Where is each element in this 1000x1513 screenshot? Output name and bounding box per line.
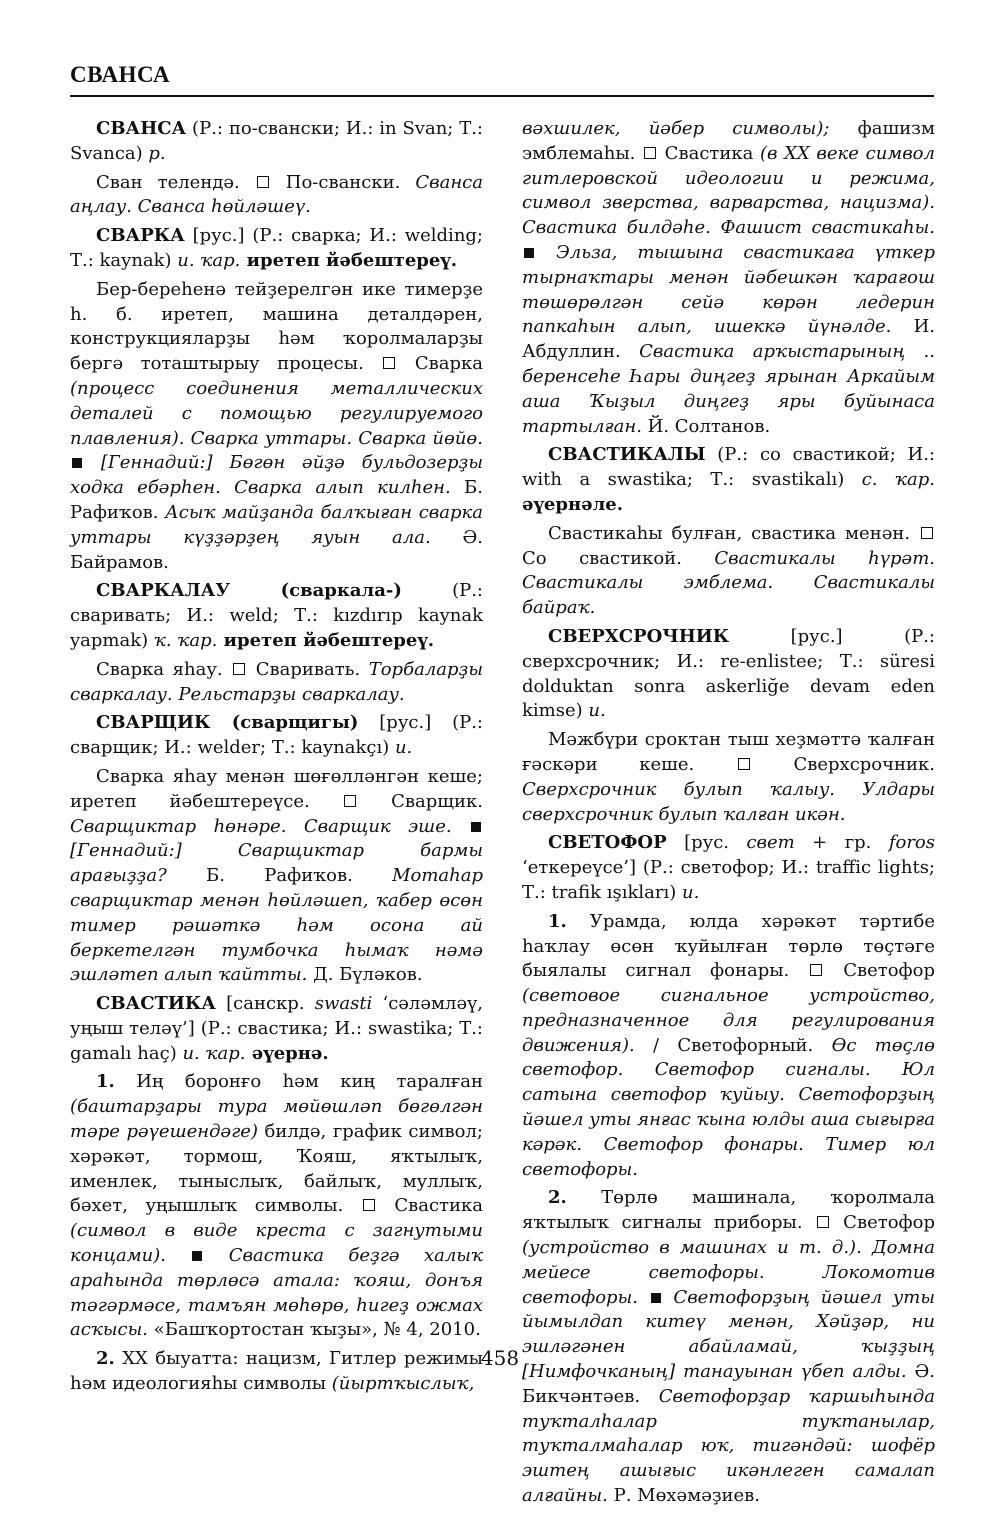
entry-paragraph [522,625,935,724]
example-text: Асыҡ майҙанда балҡыған сварка уттары күҙҙәрҙең яуын ала. [70,501,483,548]
definition-text: Төрлө машинала, ҡоролмала яҡтылыҡ сигналы приборы. [522,1187,935,1234]
example-text: [Геннадий:] Бөгөн әйҙә бульдозерҙы ходка ебәрһен. Сварка алып килһен. [70,452,483,499]
example-text: Светофорҙың йәшел уты йымылдап китеү менән, Хәйҙәр, ни эшләгәнен абайламай, ҡыҙҙың [Нимфочканың] танауынан үбеп алды. [522,1286,935,1383]
headword-text: 1. [96,1071,115,1093]
entry-paragraph [70,992,483,1066]
definition-text [204,1245,228,1266]
russian-equivalent-marker-icon [257,176,269,188]
definition-text: Урамда, юлда хәрәкәт тәртибе һаҡлау өсөн ҡуйылған төрлө төҫтәге быялалы сигнал фонары. [522,910,935,982]
definition-text [166,1245,190,1266]
example-text: Свастикалы һүрәт. Свастикалы эмблема. Свастикалы байраҡ. [522,547,935,619]
headword-text: 2. [96,1348,115,1370]
entry-paragraph [70,765,483,988]
example-text: Өс төҫлө светофор. Светофор сигналы. Юл сатына светофор ҡуйыу. Светофорҙың йәшел уты янғас ҡына юлды аша сығырға кәрәк. Светофор фонары. Тимер юл светофоры. [522,1034,935,1180]
entry-paragraph [522,910,935,1183]
example-text: (в XX веке символ гитлеровской идеологии и режима, символ зверства, варварства, нацизма). Свастика билдәһе. Фашист свастикаһы. [522,142,935,239]
definition-text: [рус.] (Р.: сварщик; И.: welder; Т.: kaynakçı) [70,712,484,759]
example-text: Мотаһар сварщиктар менән һөйләшеп, ҡабер өсөн тимер рәшәткә һәм осона ай беркетелгән тумбочка һымаҡ нәмә эшләтеп алып ҡайтты. [70,865,483,986]
headword-text: СВАРКАЛАУ (сваркала-) [96,580,402,602]
example-text: Свастика арҡыстарының .. беренсеһе Һары диңгеҙ ярынан Аркайым аша Ҡыҙыл диңгеҙ яры буйынаса тартылған. [522,341,936,437]
definition-text: Ә. Бикчәнтәев. [522,1361,935,1407]
definition-text: «Башҡортостан ҡыҙы», № 4, 2010. [147,1319,481,1341]
definition-text [536,242,556,263]
citation-marker-icon [192,1251,202,1261]
example-text: Светофорҙар ҡаршыһында туҡталһалар туҡтанылар, туҡталмаһалар юҡ, тигәндәй: шофёр эштең ашығыс икәнлеген самалап алғайны. [522,1385,935,1507]
example-text: вәхшилек, йәбер символы); [522,118,830,139]
example-text: foros [888,832,936,854]
headword-text: әүернә. [245,1042,329,1064]
definition-text: [рус.] (Р.: сверхсрочник; И.: re-enlistee; Т.: süresi dolduktan sonra askerliğe devam eden kimse) [522,625,935,722]
headword-text: 2. [548,1187,567,1209]
citation-marker-icon [524,248,534,258]
definition-text [452,816,469,837]
headword-text: СВАСТИКА [96,993,216,1015]
citation-marker-icon [651,1293,661,1303]
example-text: и. [394,737,413,759]
entry-paragraph [70,658,483,708]
example-text: ҡ. ҡар. [153,629,218,651]
example-text: Торбаларҙы сваркалау. Рельстарҙы сваркалау. [70,658,483,705]
headword-text: иретеп йәбештереү. [240,249,458,271]
headword-text: СВАРКА [96,225,185,247]
definition-text [638,1287,649,1308]
headword-text: СВЕТОФОР [548,832,667,854]
example-text: (символ в виде креста с загнутыми концами). [70,1220,483,1267]
right-column [522,117,935,1513]
definition-text: Б. Рафиҡов. [70,477,483,523]
entry-paragraph [522,443,935,517]
example-text: Сверхсрочник булып ҡалыу. Улдары сверхсрочник булып ҡалған икән. [522,778,935,825]
definition-text: билдә, график символ; хәрәкәт, тормош, Ҡояш, яҡтылыҡ, именлек, тыныслыҡ, байлыҡ, муллыҡ, бәхет, уңышлыҡ символы. [70,1121,483,1217]
definition-text: Сварщик. [358,790,483,812]
definition-text: Иң боронғо һәм киң таралған [114,1071,483,1093]
definition-text: [рус. [666,832,747,854]
definition-text: Со свастикой. [522,547,715,569]
definition-text: Й. Солтанов. [641,415,771,437]
example-text: (йыртҡыслыҡ, [331,1373,475,1395]
running-head: СВАНСА [70,62,171,87]
example-text: (устройство в машинах и т. д.). Домна мейесе светофоры. Локомотив светофоры. [522,1237,935,1308]
definition-text: Бер-береһенә тейҙерелгән ике тимерҙе һ. б. иретеп, машина деталдәрен, конструкцияларҙы һәм ҡоролмаларҙы бергә тоташтырыу процесы. [70,278,483,375]
example-text: и. [681,881,700,903]
russian-equivalent-marker-icon [363,1199,375,1211]
definition-text: Светофор [824,960,935,982]
left-column [70,117,483,1401]
header-rule [70,95,934,97]
definition-text [84,452,101,473]
definition-text: Сварка яһау менән шөғөлләнгән кеше; иретеп йәбештереүсе. [70,765,483,812]
example-text: с. ҡар. [861,469,936,491]
definition-text: ‘сәләмләү, уңыш теләү’] (Р.: свастика; И.: swastika; Т.: gamalı haç) [70,993,483,1064]
definition-text: (Р.: со свастикой; И.: with a swastika; Т.: svastikalı) [522,444,935,491]
headword-text: СВАСТИКАЛЫ [548,444,706,466]
definition-text: Мәжбүри сроктан тыш хеҙмәттә ҡалған ғәскәри кеше. [522,729,935,775]
definition-text: Сварка [397,353,483,375]
example-text: Эльза, тышына свастикаға үткер тырнаҡтары менән йәбешкән ҡарағош төшөрөлгән сейә көрән ледерин папкаһын алып, ишеккә йүнәлде. [522,241,935,338]
definition-text: ‘еткереүсе’] (Р.: светофор; И.: traffic lights; Т.: trafik ışıkları) [522,857,935,903]
example-text: и. ҡар. [182,1042,246,1064]
russian-equivalent-marker-icon [344,795,356,807]
example-text: и. ҡар. [177,249,241,271]
entry-paragraph [522,831,935,905]
citation-marker-icon [471,822,481,832]
russian-equivalent-marker-icon [921,527,933,539]
headword-text: иретеп йәбештереү. [217,629,435,651]
definition-text: Светофор [830,1212,935,1234]
definition-text: (Р.: по-свански; И.: in Svan; Т.: Svanca) [70,118,483,164]
definition-text: Сваривать. [247,658,369,680]
definition-text: Сверхсрочник. [751,753,936,775]
definition-text: Р. Мөхәмәҙиев. [607,1485,761,1507]
russian-equivalent-marker-icon [644,147,656,159]
definition-text: Свастика [658,142,760,164]
definition-text: [рус.] (Р.: сварка; И.: welding; Т.: kaynak) [70,225,483,271]
citation-marker-icon [72,458,82,468]
entry-paragraph [70,117,483,167]
entry-paragraph [70,278,483,576]
example-text: (баштарҙары тура мөйөшләп бөгөлгән тәре рәүешендәге) [70,1096,483,1143]
entry-paragraph [70,579,483,653]
russian-equivalent-marker-icon [383,357,395,369]
example-text: (процесс соединения металлических деталей с помощью регулируемого плавления). Сварка уттары. Сварка йөйө. [70,377,483,449]
definition-text [663,1287,674,1308]
headword-text: СВАНСА [96,118,187,139]
example-text: [Геннадий:] Сварщиктар бармы арағыҙҙа? [70,840,483,887]
headword-text: СВАРЩИК (сварщигы) [96,712,359,734]
definition-text: Свастика [376,1195,483,1217]
russian-equivalent-marker-icon [817,1216,829,1228]
entry-paragraph [522,522,935,621]
page-number: 458 [480,1346,520,1370]
definition-text: Ә. Байрамов. [70,526,483,573]
example-text: (световое сигнальное устройство, предназначенное для регулирования движения). [522,985,935,1056]
headword-text: СВЕРХСРОЧНИК [548,625,730,647]
russian-equivalent-marker-icon [810,964,822,976]
entry-paragraph [522,728,935,827]
example-text: Сварщиктар һөнәре. Сварщик эше. [70,815,452,837]
definition-text: + гр. [794,832,889,854]
definition-text: / Светофорный. [634,1034,832,1056]
entry-paragraph [70,711,483,761]
example-text: свет [746,832,795,854]
definition-text: XX быуатта: нацизм, Гитлер режимы һәм идеологияһы символы [70,1348,483,1395]
example-text: и. [588,700,606,722]
entry-paragraph [70,224,483,274]
headword-text: 1. [548,910,567,932]
definition-text: Б. Рафиҡов. [166,865,393,887]
russian-equivalent-marker-icon [738,758,750,770]
example-text: Свастика беҙгә халыҡ араһында төрлөсә атала: ҡояш, донъя тәгәрмәсе, тамъян мөһөрө, һигеҙ ожмах асҡысы. [70,1245,483,1341]
entry-paragraph [522,117,935,439]
definition-text: фашизм эмблемаһы. [522,118,936,164]
example-text: Сванса аңлау. Сванса һөйләшеү. [70,171,483,218]
definition-text: (Р.: сваривать; И.: weld; Т.: kızdırıp kaynak yapmak) [70,580,483,651]
definition-text: Сван телендә. [96,171,255,193]
definition-text: По-свански. [270,171,416,193]
example-text: swasti [314,993,373,1015]
definition-text: [санскр. [215,993,315,1015]
headword-text: әүернәле. [522,493,623,515]
definition-text: Сварка яһау. [96,658,232,680]
entry-paragraph [70,171,483,221]
russian-equivalent-marker-icon [233,663,245,675]
definition-text: Свастикаһы булған, свастика менән. [548,522,919,544]
definition-text: И. Абдуллин. [522,316,936,363]
example-text: р. [148,142,166,164]
definition-text: Д. Бүләков. [307,964,423,986]
entry-paragraph [70,1070,483,1343]
